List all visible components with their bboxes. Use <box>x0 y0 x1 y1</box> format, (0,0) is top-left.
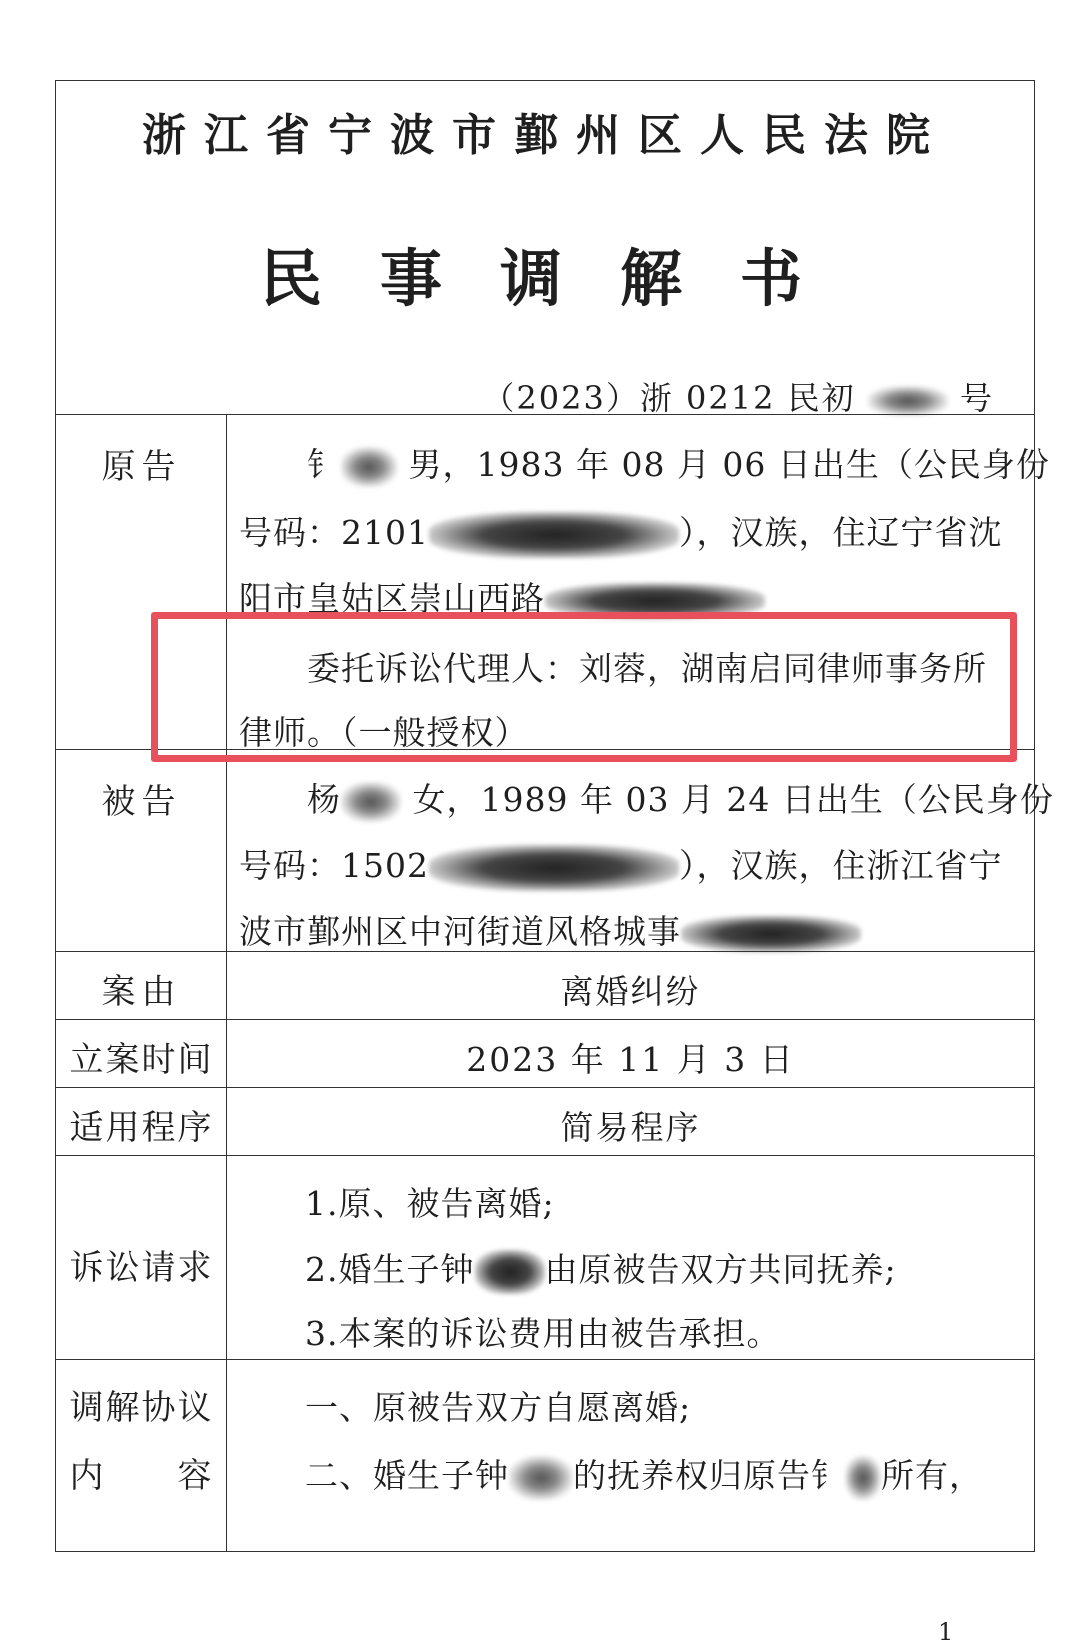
defendant-line-3 <box>239 906 861 953</box>
defendant-row <box>56 749 1054 952</box>
procedure-value: 简易程序 <box>560 1108 701 1147</box>
redaction-mark <box>475 1250 545 1294</box>
defendant-content <box>227 750 1054 952</box>
filing-date-label-cell <box>56 1020 227 1088</box>
plaintiff-line-1 <box>307 439 1050 487</box>
defendant-label: 被告 <box>101 782 182 822</box>
claim-item-2-start: 2.婚生子钟 <box>305 1250 475 1289</box>
agreement-item-2-end: 所有， <box>881 1456 983 1495</box>
plaintiff-ethnicity-address: ），汉族，住辽宁省沈 <box>678 513 1003 552</box>
defendant-label-cell <box>56 750 227 952</box>
procedure-content <box>227 1088 1034 1156</box>
document-header <box>56 81 1034 417</box>
redaction-mark <box>509 1456 573 1500</box>
agreement-row <box>56 1359 1034 1552</box>
plaintiff-birth-info: 男，1983 年 08 月 06 日出生（公民身份 <box>408 445 1050 484</box>
redaction-mark <box>341 782 401 822</box>
agreement-content <box>227 1360 1034 1552</box>
agreement-label-line-2: 内 容 <box>69 1456 214 1496</box>
defendant-line-1 <box>307 774 1054 822</box>
procedure-label: 适用程序 <box>69 1108 214 1148</box>
procedure-label-cell <box>56 1088 227 1156</box>
agreement-item-2-mid: 的抚养权归原告钅 <box>573 1456 845 1495</box>
agreement-item-1: 一、原被告双方自愿离婚; <box>305 1388 692 1427</box>
court-name: 浙江省宁波市鄞州区人民法院 <box>142 110 948 161</box>
defendant-id-start: 号码：1502 <box>239 846 429 885</box>
filing-date-row <box>56 1019 1034 1088</box>
plaintiff-name-start: 钅 <box>307 445 341 484</box>
claims-label: 诉讼请求 <box>69 1248 214 1288</box>
agreement-label-cell <box>56 1360 227 1552</box>
redaction-mark <box>341 447 397 487</box>
redaction-mark <box>845 1456 881 1500</box>
defendant-address: 波市鄞州区中河街道风格城事 <box>239 912 681 951</box>
case-cause-row <box>56 951 1034 1020</box>
claims-label-cell <box>56 1156 227 1360</box>
agreement-label-line-1: 调解协议 <box>69 1388 214 1428</box>
claim-item-2-end: 由原被告双方共同抚养; <box>544 1250 897 1289</box>
procedure-row <box>56 1087 1034 1156</box>
case-number <box>482 373 994 419</box>
case-cause-value: 离婚纠纷 <box>560 972 701 1011</box>
claims-row <box>56 1155 1034 1360</box>
document-title: 民事调解书 <box>259 242 860 315</box>
redaction-mark <box>429 512 679 558</box>
case-cause-content <box>227 952 1034 1020</box>
defendant-name-start: 杨 <box>307 780 341 819</box>
claim-item-3: 3.本案的诉讼费用由被告承担。 <box>305 1314 781 1353</box>
defendant-ethnicity-address: ），汉族，住浙江省宁 <box>678 846 1003 885</box>
agreement-item-2 <box>305 1450 983 1500</box>
highlight-annotation-box <box>151 612 1017 762</box>
case-cause-label-cell <box>56 952 227 1020</box>
case-number-prefix: （2023）浙 0212 民初 <box>482 379 856 417</box>
claims-content <box>227 1156 1034 1360</box>
plaintiff-address: 阳市皇姑区崇山西路 <box>239 579 545 618</box>
case-number-suffix: 号 <box>959 379 994 417</box>
redaction-mark <box>429 845 679 891</box>
defendant-line-2 <box>239 840 1002 891</box>
defendant-birth-info: 女，1989 年 03 月 24 日出生（公民身份 <box>412 780 1054 819</box>
filing-date-content <box>227 1020 1034 1088</box>
claim-item-2 <box>305 1244 897 1294</box>
claim-item-1: 1.原、被告离婚; <box>305 1184 555 1223</box>
filing-date-label: 立案时间 <box>69 1040 214 1080</box>
mediation-document <box>55 80 1054 1552</box>
redaction-mark <box>868 386 948 416</box>
case-cause-label: 案由 <box>101 972 182 1012</box>
plaintiff-id-start: 号码：2101 <box>239 513 429 552</box>
plaintiff-agent-line-1: 委托诉讼代理人：刘蓉，湖南启同律师事务所 <box>307 649 987 688</box>
agreement-item-2-start: 二、婚生子钟 <box>305 1456 509 1495</box>
page-number: 1 <box>938 1618 954 1646</box>
plaintiff-agent-line-2: 律师。（一般授权） <box>239 713 529 752</box>
filing-date-value: 2023 年 11 月 3 日 <box>466 1040 795 1079</box>
plaintiff-line-2 <box>239 507 1002 558</box>
plaintiff-label: 原告 <box>101 447 182 487</box>
redaction-mark <box>681 916 861 952</box>
